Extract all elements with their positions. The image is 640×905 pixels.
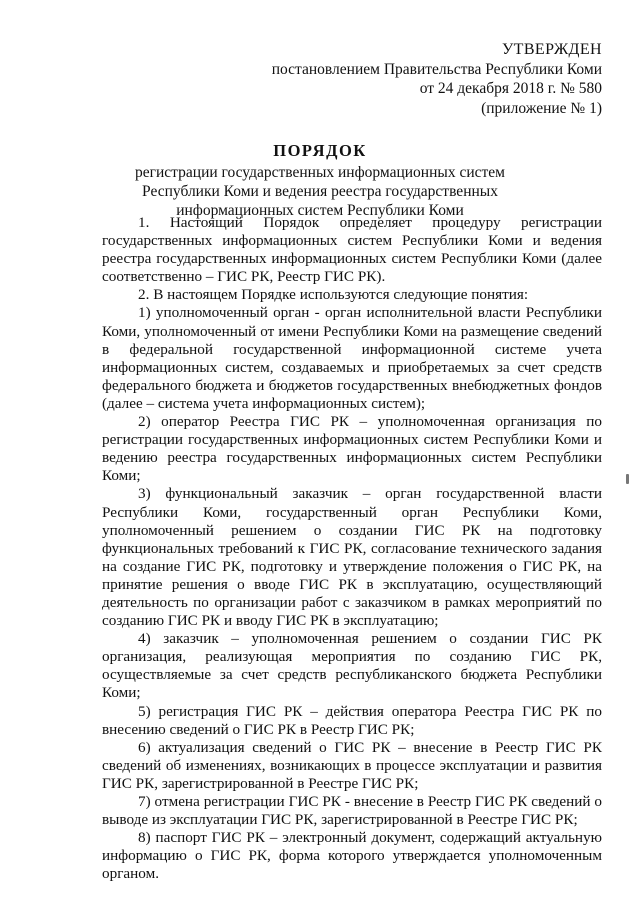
subtitle-line: информационных систем Республики Коми [176,202,464,219]
approval-block [262,40,602,118]
definition-customer: 4) заказчик – уполномоченная решением о создании ГИС РК организация, реализующая мероприятия по созданию ГИС РК, осуществляемые за счет средств республиканского бюджета Республики Коми; [102,630,602,702]
definition-passport: 8) паспорт ГИС РК – электронный документ, содержащий актуальную информацию о ГИС РК, форма которого утверждается уполномоченным органом. [102,829,602,883]
definition-deregistration: 7) отмена регистрации ГИС РК - внесение в Реестр ГИС РК сведений о выводе из эксплуатации ГИС РК, зарегистрированной в Реестре ГИС РК; [102,793,602,829]
document-body [102,214,602,883]
approval-resolution: постановлением Правительства Республики Коми [271,60,602,78]
paragraph-2-intro: 2. В настоящем Порядке используются следующие понятия: [138,286,529,304]
definition-actualization: 6) актуализация сведений о ГИС РК – внесение в Реестр ГИС РК сведений об изменениях, возникающих в процессе эксплуатации и развития ГИС РК, зарегистрированной в Реестре ГИС РК; [102,738,602,792]
subtitle-line: регистрации государственных информационных систем [135,164,505,181]
definition-registration: 5) регистрация ГИС РК – действия оператора Реестра ГИС РК по внесению сведений о ГИС РК в Реестр ГИС РК; [102,702,602,738]
definition-authorized-body: 1) уполномоченный орган - орган исполнительной власти Республики Коми, уполномоченный от имени Республики Коми на размещение сведений в федеральной государственной информационной системе учета информационных систем, создаваемых и приобретаемых за счет средств федерального бюджета и бюджетов государственных внебюджетных фондов (далее – система учета информационных систем); [102,304,602,412]
approval-stamp: УТВЕРЖДЕН [501,41,602,58]
document-subtitle [90,163,550,220]
document-title: ПОРЯДОК [273,141,367,160]
definition-registry-operator: 2) оператор Реестра ГИС РК – уполномоченная организация по регистрации государственных информационных систем Республики Коми и ведению реестра государственных информационных систем Республики Коми; [102,413,602,485]
document-heading [90,140,550,220]
definition-functional-customer: 3) функциональный заказчик – орган государственной власти Республики Коми, государственный орган Республики Коми, уполномоченный решением о создании ГИС РК на подготовку функциональных требований к ГИС РК, согласование технического задания на создание ГИС РК, подготовку и утверждение положения о ГИС РК, на принятие решения о вводе ГИС РК в эксплуатацию, осуществляющий деятельность по организации работ с заказчиком в рамках мероприятий по созданию ГИС РК и вводу ГИС РК в эксплуатацию; [102,485,602,630]
paragraph-1-scope: 1. Настоящий Порядок определяет процедуру регистрации государственных информационных систем Республики Коми и ведения реестра государственных информационных систем Республики Коми (далее соответственно – ГИС РК, Реестр ГИС РК). [102,214,602,286]
scan-artifact-mark [626,474,629,484]
approval-date-number: от 24 декабря 2018 г. № 580 [419,80,602,97]
approval-appendix: (приложение № 1) [481,99,602,117]
subtitle-line: Республики Коми и ведения реестра государственных [142,183,498,200]
